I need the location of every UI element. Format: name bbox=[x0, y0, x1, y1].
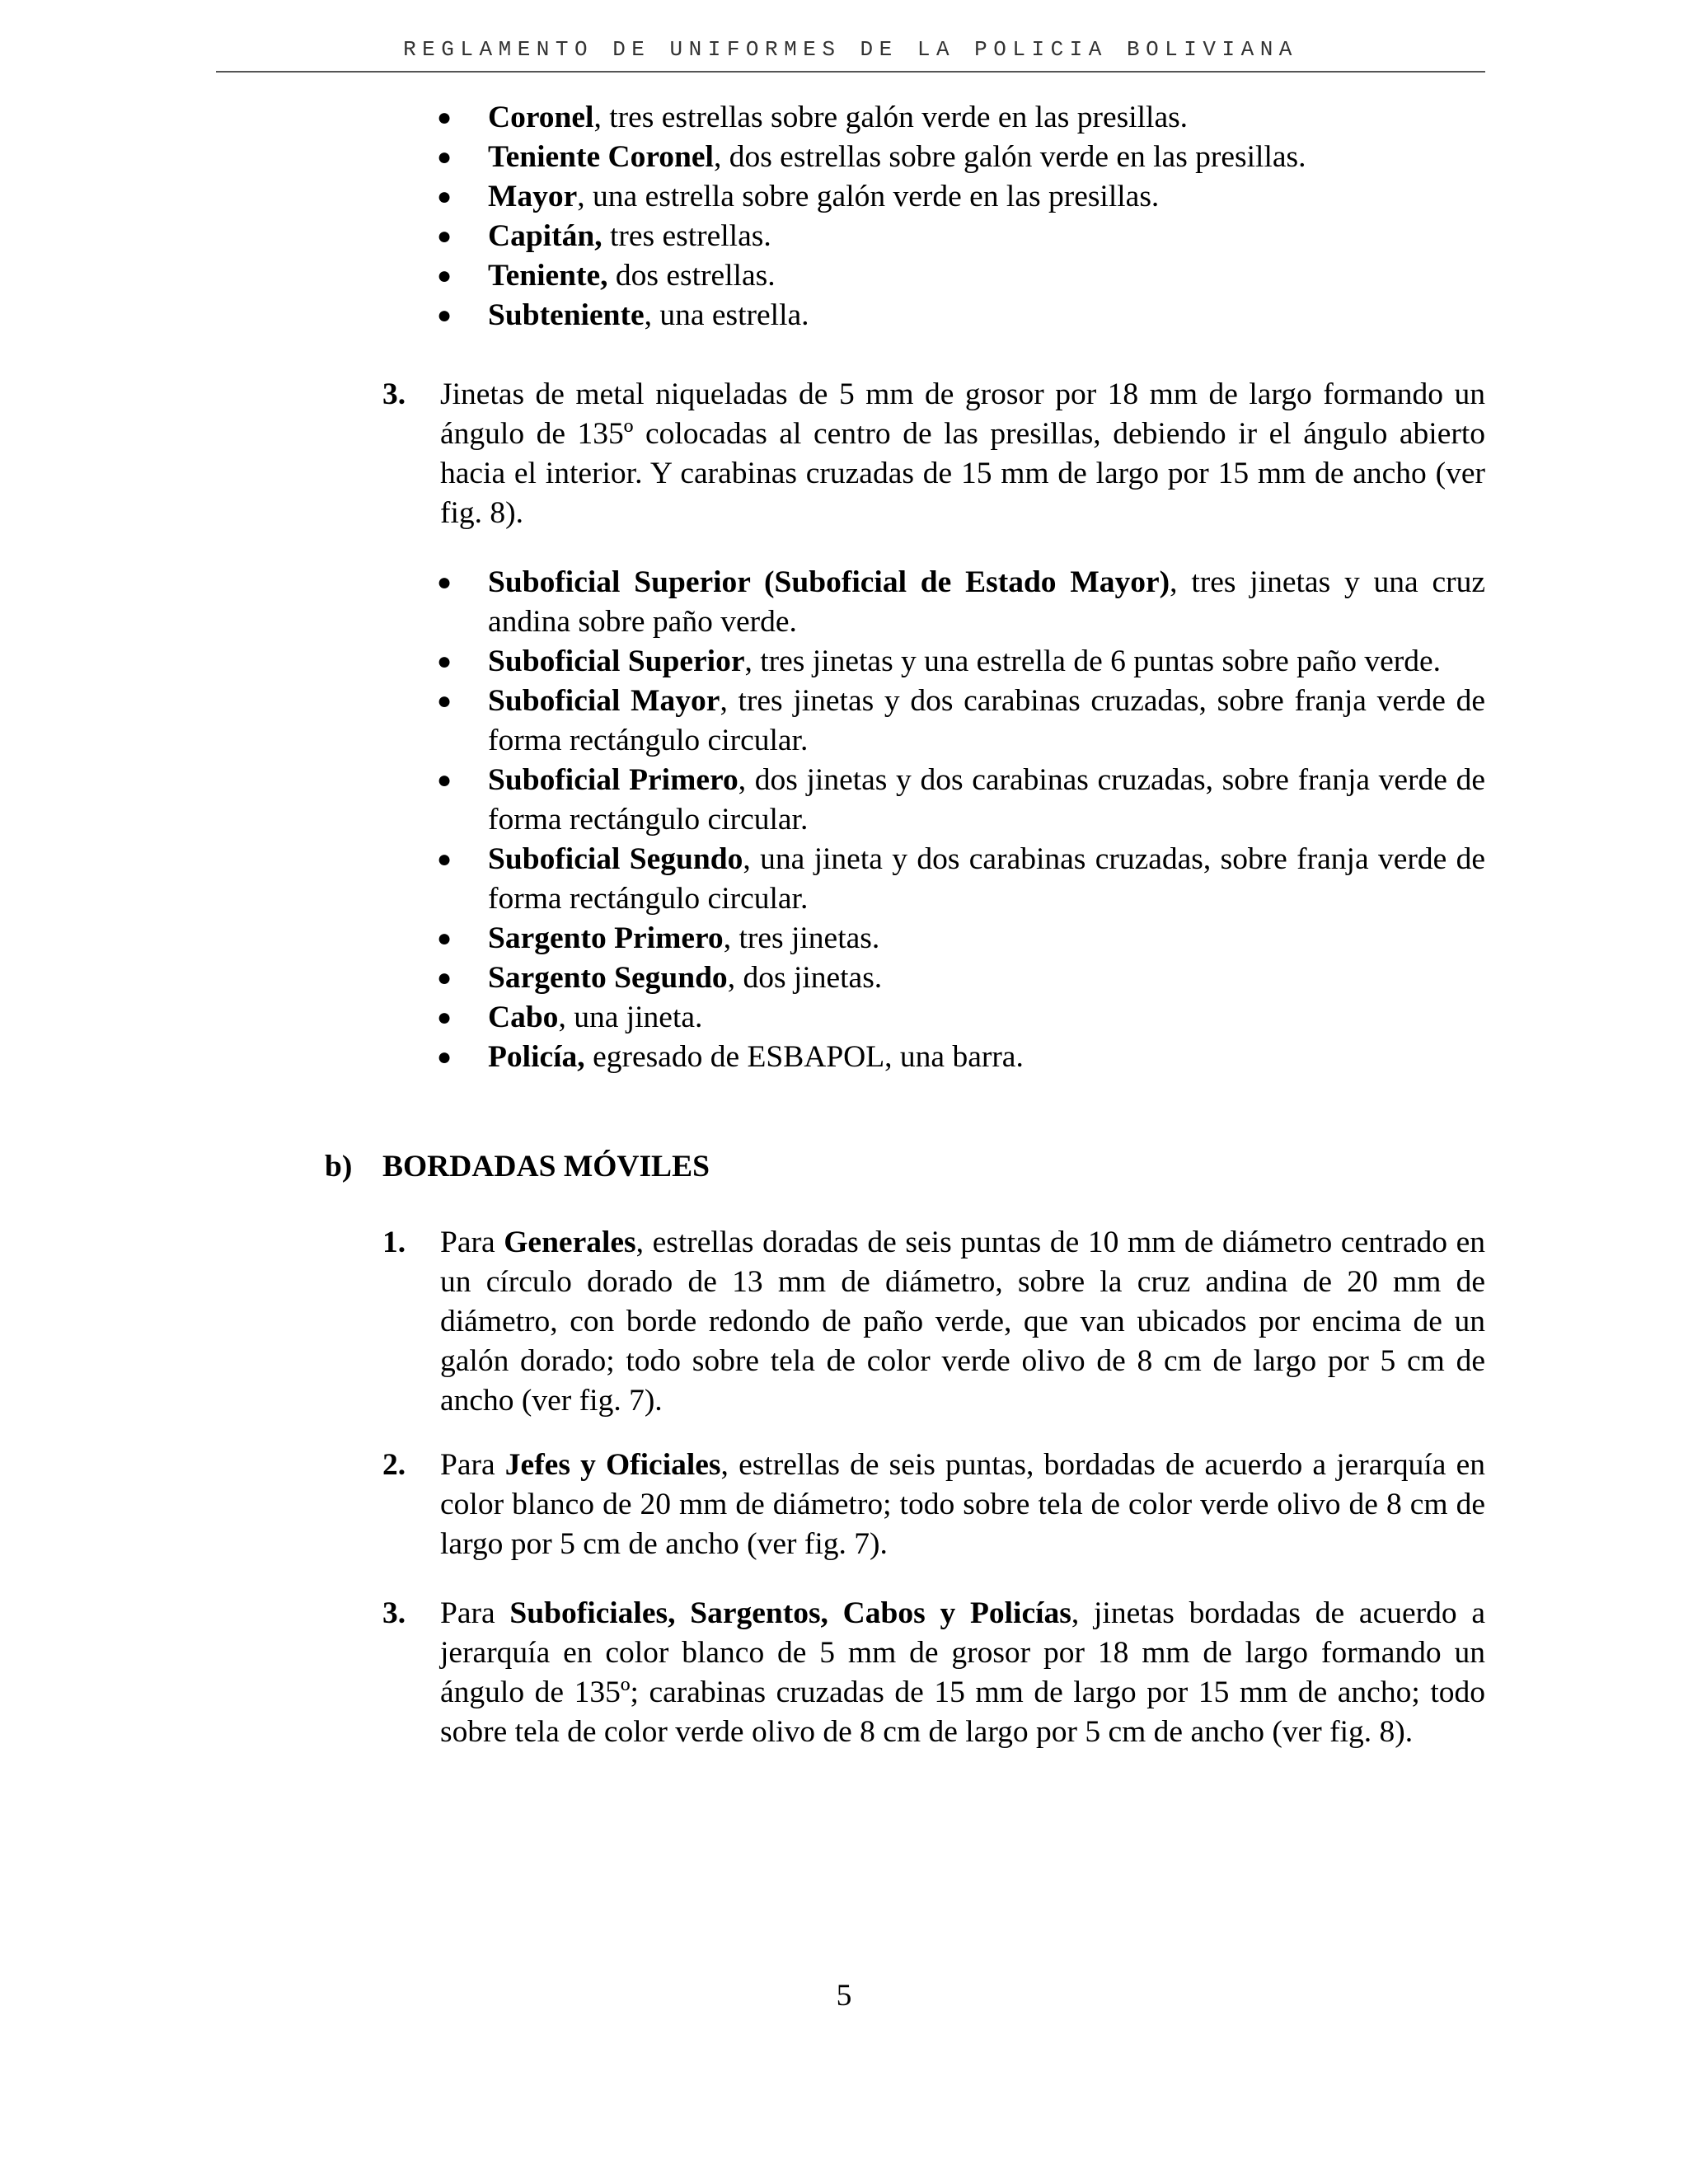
item-text: Para Jefes y Oficiales, estrellas de seis puntas, bordadas de acuerdo a jerarquía en color blanco de 20 mm de diámetro; todo sobre tela de color verde olivo de 8 cm de largo por 5 cm de ancho (ver fig. 7). bbox=[440, 1448, 1485, 1561]
bullet-icon: ● bbox=[437, 687, 452, 715]
item-number: 3. bbox=[382, 1596, 406, 1630]
bullet-icon: ● bbox=[437, 1043, 452, 1071]
item-number: 2. bbox=[382, 1448, 406, 1482]
bullet-icon: ● bbox=[437, 302, 452, 329]
bullet-icon: ● bbox=[437, 846, 452, 873]
list-item: ● Suboficial Superior (Suboficial de Estado Mayor), tres jinetas y una cruz andina sobre paño verde. bbox=[437, 563, 1485, 642]
list-item: ● Policía, egresado de ESBAPOL, una barra. bbox=[437, 1038, 1485, 1077]
bullet-icon: ● bbox=[437, 223, 452, 250]
item-text: Jinetas de metal niqueladas de 5 mm de grosor por 18 mm de largo formando un ángulo de 135º colocadas al centro de las presillas, debiendo ir el ángulo abierto hacia el interior. Y carabinas cruzadas de 15 mm de largo por 15 mm de ancho (ver fig. 8). bbox=[440, 377, 1485, 530]
list-item: ● Suboficial Superior, tres jinetas y una estrella de 6 puntas sobre paño verde. bbox=[437, 642, 1485, 682]
list-item: ● Suboficial Primero, dos jinetas y dos carabinas cruzadas, sobre franja verde de forma rectángulo circular. bbox=[437, 761, 1485, 840]
bullet-icon: ● bbox=[437, 569, 452, 596]
bullet-icon: ● bbox=[437, 1004, 452, 1031]
list-item: ● Suboficial Mayor, tres jinetas y dos carabinas cruzadas, sobre franja verde de forma rectángulo circular. bbox=[437, 682, 1485, 761]
item-text: Para Generales, estrellas doradas de seis puntas de 10 mm de diámetro centrado en un círculo dorado de 13 mm de diámetro, sobre la cruz andina de 20 mm de diámetro, con borde redondo de paño verde, que van ubicados por encima de un galón dorado; todo sobre tela de color verde olivo de 8 cm de largo por 5 cm de ancho (ver fig. 7). bbox=[440, 1226, 1485, 1418]
list-item: ● Coronel, tres estrellas sobre galón verde en las presillas. bbox=[437, 98, 1485, 138]
numbered-item-b2 bbox=[382, 1446, 1485, 1564]
bullet-icon: ● bbox=[437, 964, 452, 991]
list-item: ● Sargento Segundo, dos jinetas. bbox=[437, 958, 1485, 998]
bullet-icon: ● bbox=[437, 104, 452, 131]
bullet-icon: ● bbox=[437, 766, 452, 794]
nco-rank-list bbox=[437, 563, 1485, 1077]
list-item: ● Mayor, una estrella sobre galón verde en las presillas. bbox=[437, 177, 1485, 217]
numbered-item-b3 bbox=[382, 1594, 1485, 1752]
section-heading-b bbox=[325, 1147, 1479, 1187]
list-item: ● Teniente, dos estrellas. bbox=[437, 256, 1485, 296]
list-item: ● Sargento Primero, tres jinetas. bbox=[437, 919, 1485, 958]
section-letter: b) bbox=[325, 1150, 353, 1183]
item-text: Para Suboficiales, Sargentos, Cabos y Policías, jinetas bordadas de acuerdo a jerarquía en color blanco de 5 mm de grosor por 18 mm de largo formando un ángulo de 135º; carabinas cruzadas de 15 mm de largo por 15 mm de ancho; todo sobre tela de color verde olivo de 8 cm de largo por 5 cm de ancho (ver fig. 8). bbox=[440, 1596, 1485, 1749]
numbered-item-3-metal bbox=[382, 375, 1485, 533]
bullet-icon: ● bbox=[437, 183, 452, 210]
officer-rank-list bbox=[437, 98, 1485, 335]
section-title: BORDADAS MÓVILES bbox=[382, 1150, 710, 1183]
running-header: REGLAMENTO DE UNIFORMES DE LA POLICIA BOLIVIANA bbox=[403, 37, 1298, 62]
bullet-icon: ● bbox=[437, 262, 452, 289]
list-item: ● Suboficial Segundo, una jineta y dos carabinas cruzadas, sobre franja verde de forma rectángulo circular. bbox=[437, 840, 1485, 919]
list-item: ● Capitán, tres estrellas. bbox=[437, 217, 1485, 256]
list-item: ● Cabo, una jineta. bbox=[437, 998, 1485, 1038]
list-item: ● Teniente Coronel, dos estrellas sobre galón verde en las presillas. bbox=[437, 138, 1485, 177]
numbered-item-b1 bbox=[382, 1223, 1485, 1421]
bullet-icon: ● bbox=[437, 925, 452, 952]
item-number: 1. bbox=[382, 1226, 406, 1259]
bullet-icon: ● bbox=[437, 143, 452, 171]
bullet-icon: ● bbox=[437, 648, 452, 675]
list-item: ● Subteniente, una estrella. bbox=[437, 296, 1485, 335]
header-rule bbox=[216, 71, 1485, 73]
item-number: 3. bbox=[382, 377, 406, 411]
page-number: 5 bbox=[836, 1979, 852, 2013]
